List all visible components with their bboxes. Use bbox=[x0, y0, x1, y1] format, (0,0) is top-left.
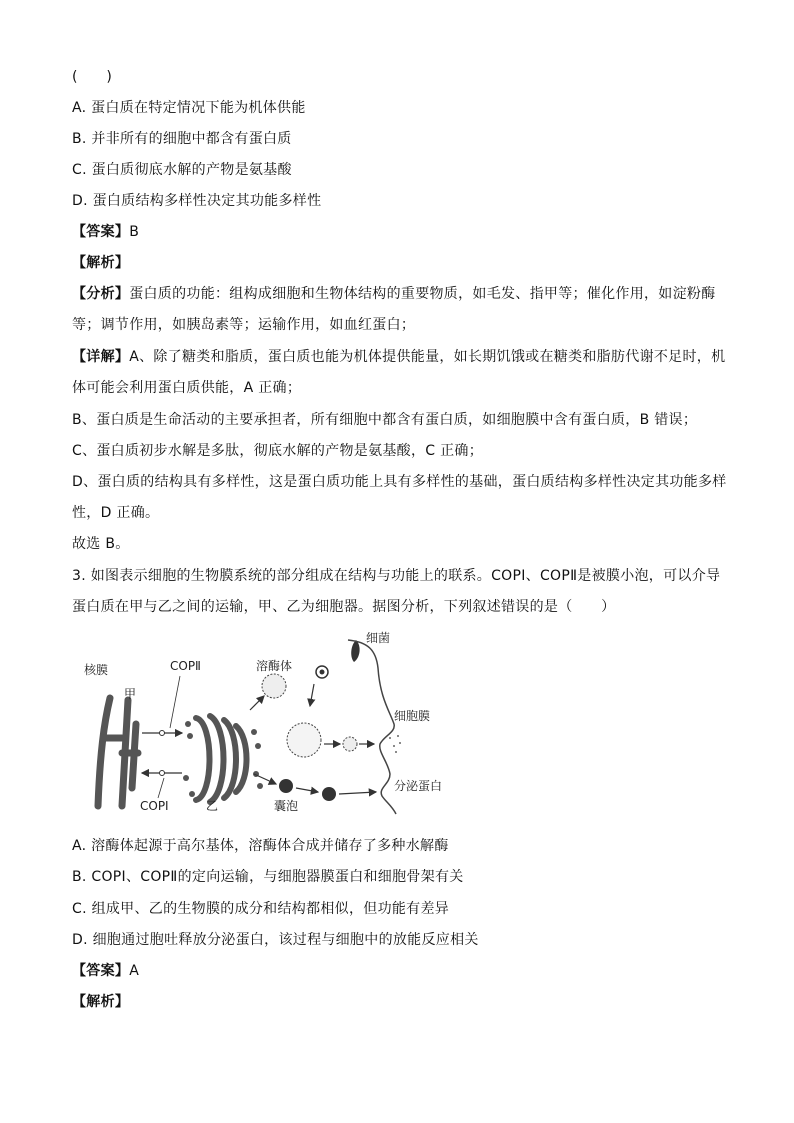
question-paren: ( ) bbox=[72, 69, 113, 85]
q3-option-c: C. 组成甲、乙的生物膜的成分和结构都相似，但功能有差异 bbox=[72, 901, 450, 917]
detail-line-d1: D、蛋白质的结构具有多样性，这是蛋白质功能上具有多样性的基础，蛋白质结构多样性决定其功能多样 bbox=[72, 474, 727, 490]
label-jia: 甲 bbox=[124, 687, 137, 701]
digestion-vesicle bbox=[287, 723, 321, 757]
conclusion-line: 故选 B。 bbox=[72, 536, 130, 552]
answer-value: A bbox=[129, 963, 140, 979]
detail-line-a2: 体可能会利用蛋白质供能，A 正确； bbox=[72, 380, 302, 396]
lysosome bbox=[262, 674, 286, 698]
q3-stem-1: 3. 如图表示细胞的生物膜系统的部分组成在结构与功能上的联系。COPⅠ、COPⅡ是被膜小泡，可以介导 bbox=[72, 568, 721, 584]
detail-text-a1: A、除了糖类和脂质，蛋白质也能为机体提供能量，如长期饥饿或在糖类和脂肪代谢不足时，机 bbox=[129, 349, 726, 365]
endoplasmic-reticulum bbox=[98, 698, 138, 806]
analysis-tag: 【解析】 bbox=[72, 255, 130, 271]
q3-analysis-tag: 【解析】 bbox=[72, 994, 130, 1010]
detail-line-d2: 性，D 正确。 bbox=[72, 505, 160, 521]
answer-tag: 【答案】 bbox=[72, 224, 130, 240]
q3-stem-2: 蛋白质在甲与乙之间的运输，甲、乙为细胞器。据图分析，下列叙述错误的是（ ） bbox=[72, 599, 616, 615]
detail-tag: 【详解】 bbox=[72, 349, 130, 365]
label-yi: 乙 bbox=[206, 799, 219, 813]
fenxi-tag: 【分析】 bbox=[72, 286, 130, 302]
bacteria bbox=[351, 640, 359, 662]
label-secreted-protein: 分泌蛋白 bbox=[394, 779, 443, 793]
q2-option-a: A. 蛋白质在特定情况下能为机体供能 bbox=[72, 100, 306, 116]
q2-option-c: C. 蛋白质彻底水解的产物是氨基酸 bbox=[72, 162, 292, 178]
label-cell-membrane: 细胞膜 bbox=[394, 709, 431, 723]
label-nuclear-membrane: 核膜 bbox=[84, 663, 109, 677]
detail-line-c: C、蛋白质初步水解是多肽，彻底水解的产物是氨基酸，C 正确； bbox=[72, 443, 483, 459]
label-lysosome: 溶酶体 bbox=[256, 659, 293, 673]
cell-membrane bbox=[348, 640, 396, 814]
q3-option-d: D. 细胞通过胞吐释放分泌蛋白，该过程与细胞中的放能反应相关 bbox=[72, 932, 479, 948]
detail-line-a1 bbox=[72, 347, 725, 367]
answer-tag: 【答案】 bbox=[72, 963, 130, 979]
cell-membrane-system-figure bbox=[78, 628, 458, 818]
q2-option-b: B. 并非所有的细胞中都含有蛋白质 bbox=[72, 131, 292, 147]
q3-option-b: B. COPⅠ、COPⅡ的定向运输，与细胞器膜蛋白和细胞骨架有关 bbox=[72, 869, 464, 885]
vesicle-1 bbox=[279, 779, 293, 793]
label-cop2: COPⅡ bbox=[170, 659, 201, 673]
answer-value: B bbox=[129, 224, 140, 240]
label-vesicle: 囊泡 bbox=[274, 799, 299, 813]
residual-vesicle bbox=[343, 737, 357, 751]
fenxi-text-1: 蛋白质的功能：组构成细胞和生物体结构的重要物质，如毛发、指甲等；催化作用，如淀粉酶 bbox=[129, 286, 716, 302]
label-cop1: COPⅠ bbox=[140, 799, 169, 813]
golgi-apparatus bbox=[196, 716, 247, 802]
q2-answer-line bbox=[72, 222, 139, 242]
label-bacteria: 细菌 bbox=[366, 631, 391, 645]
detail-line-b: B、蛋白质是生命活动的主要承担者，所有细胞中都含有蛋白质，如细胞膜中含有蛋白质，B 错误； bbox=[72, 412, 698, 428]
fenxi-line-1 bbox=[72, 284, 716, 304]
q3-answer-line bbox=[72, 961, 139, 981]
q2-option-d: D. 蛋白质结构多样性决定其功能多样性 bbox=[72, 193, 322, 209]
fenxi-line-2: 等；调节作用，如胰岛素等；运输作用，如血红蛋白； bbox=[72, 317, 416, 333]
vesicle-2 bbox=[322, 787, 336, 801]
q3-option-a: A. 溶酶体起源于高尔基体，溶酶体合成并储存了多种水解酶 bbox=[72, 838, 449, 854]
